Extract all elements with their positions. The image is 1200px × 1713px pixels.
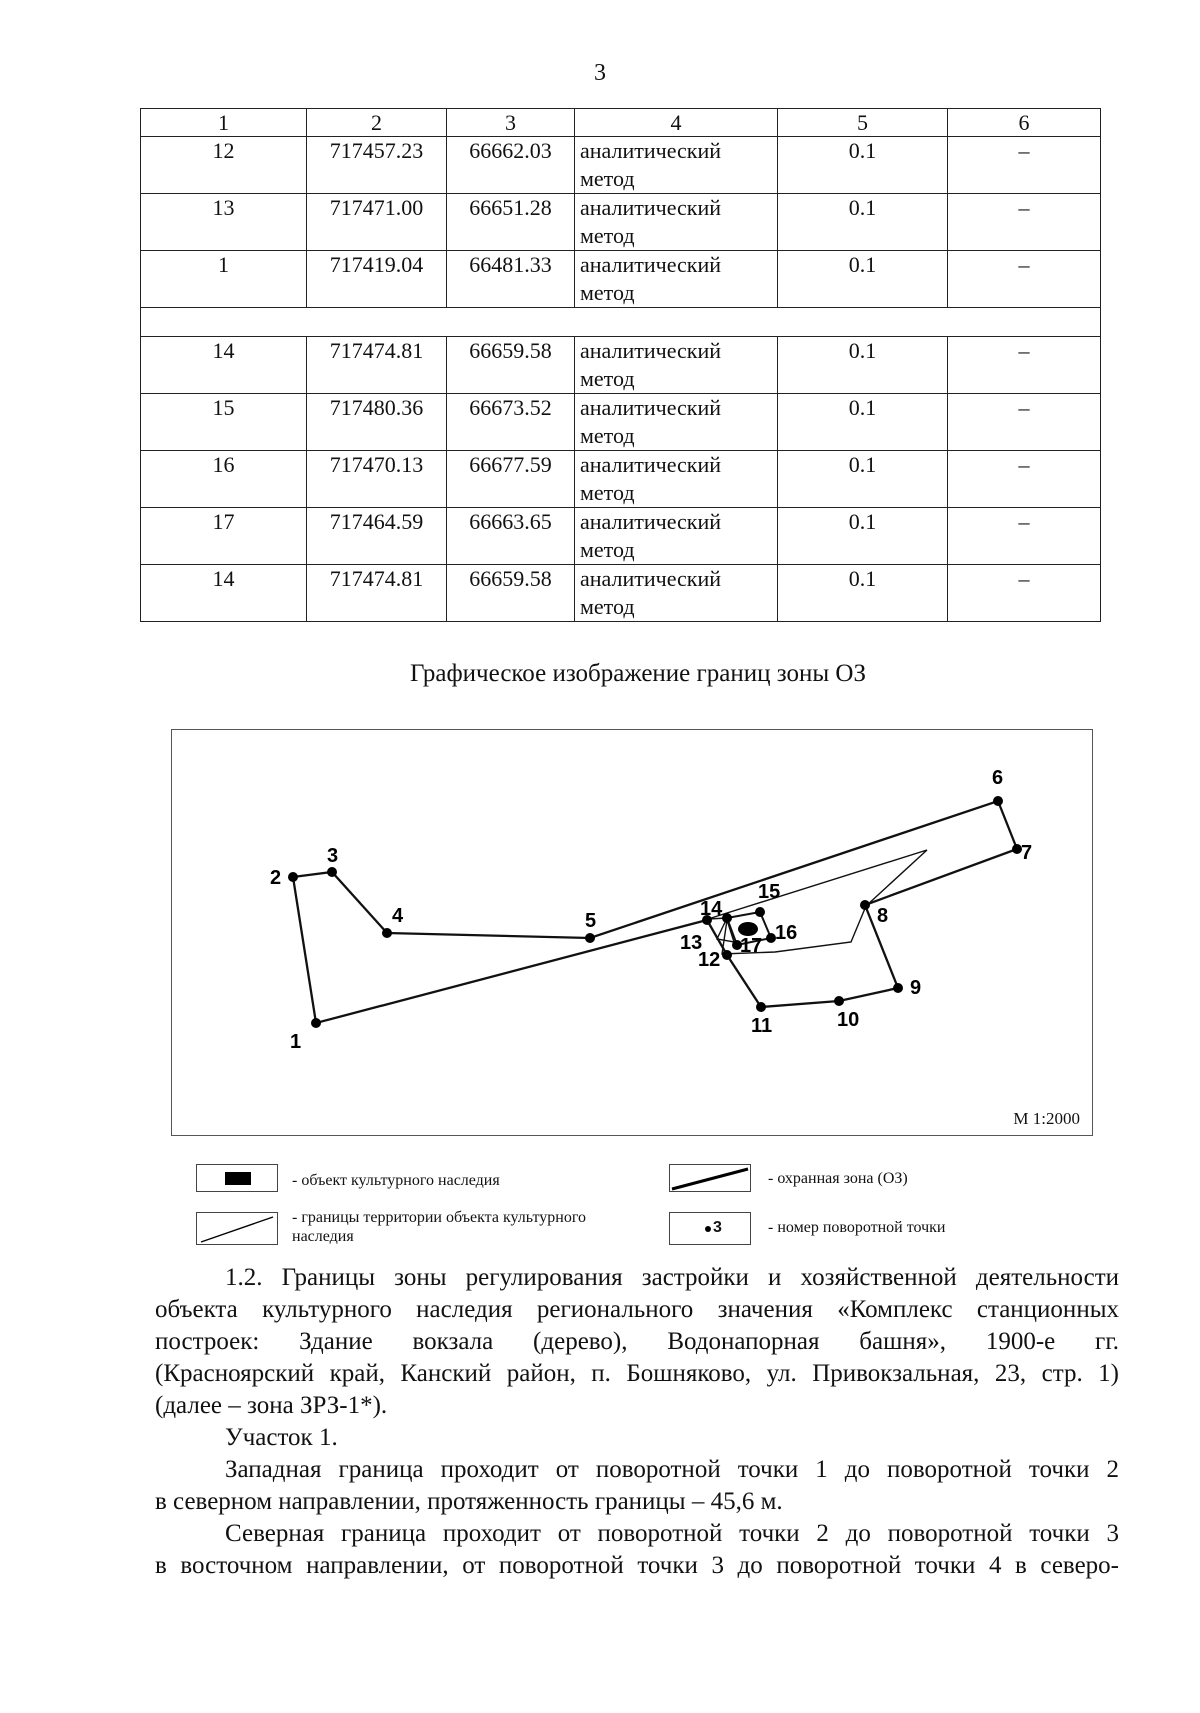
heritage-object-symbol bbox=[225, 1172, 251, 1185]
table-cell-x: 717471.00 bbox=[307, 194, 447, 251]
text-line: в северном направлении, протяженность границы – 45,6 м. bbox=[155, 1488, 783, 1515]
table-row bbox=[141, 194, 1101, 251]
protection-zone-symbol bbox=[670, 1165, 750, 1191]
turn-point-label: 3 bbox=[327, 845, 339, 867]
legend-protection-zone: - охранная зона (ОЗ) bbox=[768, 1170, 908, 1187]
table-cell-note: – bbox=[948, 394, 1101, 451]
text-line: Северная граница проходит от поворотной точки 2 до поворотной точки 3 bbox=[225, 1520, 1119, 1547]
table-cell-acc: 0.1 bbox=[778, 508, 948, 565]
column-header: 2 bbox=[307, 109, 447, 137]
text-line: 1.2. Границы зоны регулирования застройки и хозяйственной деятельности bbox=[225, 1264, 1119, 1291]
table-header-row bbox=[141, 109, 1101, 137]
turn-point-1 bbox=[311, 1018, 321, 1028]
turn-point-label: 15 bbox=[758, 881, 781, 903]
legend-protection-swatch bbox=[669, 1164, 751, 1192]
table-cell-note: – bbox=[948, 251, 1101, 308]
table-cell-note: – bbox=[948, 194, 1101, 251]
turn-point-12 bbox=[722, 950, 732, 960]
table-cell-x: 717419.04 bbox=[307, 251, 447, 308]
table-cell-acc: 0.1 bbox=[778, 337, 948, 394]
turn-point-label: 12 bbox=[698, 949, 721, 971]
turn-point-label: 14 bbox=[700, 898, 723, 920]
table-row bbox=[141, 508, 1101, 565]
coordinates-table bbox=[140, 108, 1101, 622]
turn-point-dot-icon bbox=[705, 1226, 711, 1232]
column-header: 1 bbox=[141, 109, 307, 137]
heritage-object-shape bbox=[738, 922, 758, 936]
table-cell-y: 66651.28 bbox=[447, 194, 575, 251]
text-line: в восточном направлении, от поворотной точки 3 до поворотной точки 4 в северо- bbox=[155, 1552, 1119, 1579]
text-line: построек: Здание вокзала (дерево), Водонапорная башня», 1900-е гг. bbox=[155, 1328, 1119, 1355]
table-cell-method: аналитический метод bbox=[575, 251, 778, 308]
turn-point-label: 7 bbox=[1021, 842, 1033, 864]
table-cell-acc: 0.1 bbox=[778, 251, 948, 308]
map-frame bbox=[171, 729, 1093, 1136]
turn-point-5 bbox=[585, 933, 595, 943]
table-cell-y: 66481.33 bbox=[447, 251, 575, 308]
turn-point-label: 6 bbox=[992, 767, 1004, 789]
table-cell-n: 15 bbox=[141, 394, 307, 451]
turn-point-label: 10 bbox=[837, 1009, 860, 1031]
table-cell-n: 1 bbox=[141, 251, 307, 308]
table-cell-method: аналитический метод bbox=[575, 508, 778, 565]
table-cell-method: аналитический метод bbox=[575, 394, 778, 451]
table-cell-method: аналитический метод bbox=[575, 337, 778, 394]
table-cell-method: аналитический метод bbox=[575, 451, 778, 508]
legend-heritage-object: - объект культурного наследия bbox=[292, 1172, 500, 1189]
coordinates-table-body bbox=[141, 109, 1101, 622]
table-cell-y: 66663.65 bbox=[447, 508, 575, 565]
map-heading: Графическое изображение границ зоны ОЗ bbox=[409, 660, 866, 687]
table-cell-n: 16 bbox=[141, 451, 307, 508]
table-cell-n: 13 bbox=[141, 194, 307, 251]
table-cell-n: 12 bbox=[141, 137, 307, 194]
turn-point-10 bbox=[834, 996, 844, 1006]
table-cell-y: 66659.58 bbox=[447, 337, 575, 394]
table-cell-acc: 0.1 bbox=[778, 137, 948, 194]
table-cell-acc: 0.1 bbox=[778, 451, 948, 508]
table-separator-cell bbox=[141, 308, 1101, 337]
turn-point-label: 1 bbox=[290, 1031, 302, 1053]
table-separator-row bbox=[141, 308, 1101, 337]
text-line: (Красноярский край, Канский район, п. Бошняково, ул. Привокзальная, 23, стр. 1) bbox=[155, 1360, 1119, 1387]
section-title: Участок 1. bbox=[225, 1424, 338, 1451]
text-line: (далее – зона ЗРЗ-1*). bbox=[155, 1392, 388, 1419]
table-cell-y: 66659.58 bbox=[447, 565, 575, 622]
paragraph-zone-description bbox=[155, 1262, 1119, 1582]
table-cell-y: 66673.52 bbox=[447, 394, 575, 451]
turn-point-label: 4 bbox=[392, 905, 404, 927]
legend-territory-bounds: - границы территории объекта культурного наследия bbox=[292, 1209, 586, 1245]
turn-point-2 bbox=[288, 872, 298, 882]
table-cell-acc: 0.1 bbox=[778, 394, 948, 451]
table-cell-x: 717474.81 bbox=[307, 565, 447, 622]
table-cell-method: аналитический метод bbox=[575, 194, 778, 251]
column-header: 3 bbox=[447, 109, 575, 137]
turn-point-8 bbox=[860, 900, 870, 910]
turn-point-15 bbox=[755, 907, 765, 917]
turn-point-label: 8 bbox=[877, 905, 889, 927]
turn-point-4 bbox=[382, 928, 392, 938]
table-cell-note: – bbox=[948, 137, 1101, 194]
table-cell-y: 66677.59 bbox=[447, 451, 575, 508]
table-row bbox=[141, 565, 1101, 622]
legend-turn-point: - номер поворотной точки bbox=[768, 1219, 946, 1236]
table-cell-acc: 0.1 bbox=[778, 194, 948, 251]
turn-point-6 bbox=[993, 796, 1003, 806]
table-cell-x: 717457.23 bbox=[307, 137, 447, 194]
table-cell-x: 717480.36 bbox=[307, 394, 447, 451]
legend-territory-swatch bbox=[196, 1212, 278, 1245]
table-cell-acc: 0.1 bbox=[778, 565, 948, 622]
table-cell-n: 14 bbox=[141, 565, 307, 622]
table-cell-note: – bbox=[948, 508, 1101, 565]
table-row bbox=[141, 394, 1101, 451]
table-cell-method: аналитический метод bbox=[575, 137, 778, 194]
column-header: 5 bbox=[778, 109, 948, 137]
turn-point-label: 5 bbox=[585, 910, 597, 932]
table-cell-n: 14 bbox=[141, 337, 307, 394]
table-cell-note: – bbox=[948, 451, 1101, 508]
table-row bbox=[141, 337, 1101, 394]
table-row bbox=[141, 251, 1101, 308]
column-header: 6 bbox=[948, 109, 1101, 137]
table-cell-method: аналитический метод bbox=[575, 565, 778, 622]
turn-point-label: 17 bbox=[740, 935, 763, 957]
turn-point-label: 16 bbox=[775, 922, 798, 944]
table-cell-n: 17 bbox=[141, 508, 307, 565]
table-cell-note: – bbox=[948, 565, 1101, 622]
column-header: 4 bbox=[575, 109, 778, 137]
table-row bbox=[141, 451, 1101, 508]
turn-point-11 bbox=[756, 1002, 766, 1012]
turn-point-9 bbox=[893, 983, 903, 993]
territory-bounds-symbol bbox=[197, 1213, 277, 1244]
turn-point-label: 9 bbox=[910, 977, 922, 999]
table-cell-x: 717474.81 bbox=[307, 337, 447, 394]
table-cell-note: – bbox=[948, 337, 1101, 394]
turn-point-label: 13 bbox=[680, 932, 703, 954]
turn-point-label: 2 bbox=[270, 867, 282, 889]
table-cell-x: 717464.59 bbox=[307, 508, 447, 565]
text-line: объекта культурного наследия регионального значения «Комплекс станционных bbox=[155, 1296, 1119, 1323]
table-cell-x: 717470.13 bbox=[307, 451, 447, 508]
boundary-map bbox=[172, 730, 1092, 1135]
turn-point-3 bbox=[327, 867, 337, 877]
turn-point-sample-label: 3 bbox=[713, 1219, 722, 1236]
text-line: Западная граница проходит от поворотной точки 1 до поворотной точки 2 bbox=[225, 1456, 1119, 1483]
legend-turn-point-swatch bbox=[669, 1212, 751, 1245]
table-cell-y: 66662.03 bbox=[447, 137, 575, 194]
turn-point-label: 11 bbox=[751, 1015, 773, 1037]
legend-heritage-swatch bbox=[196, 1164, 278, 1192]
table-row bbox=[141, 137, 1101, 194]
map-scale: М 1:2000 bbox=[1013, 1109, 1080, 1128]
turn-point-14 bbox=[722, 913, 732, 923]
page-number: 3 bbox=[594, 60, 606, 86]
